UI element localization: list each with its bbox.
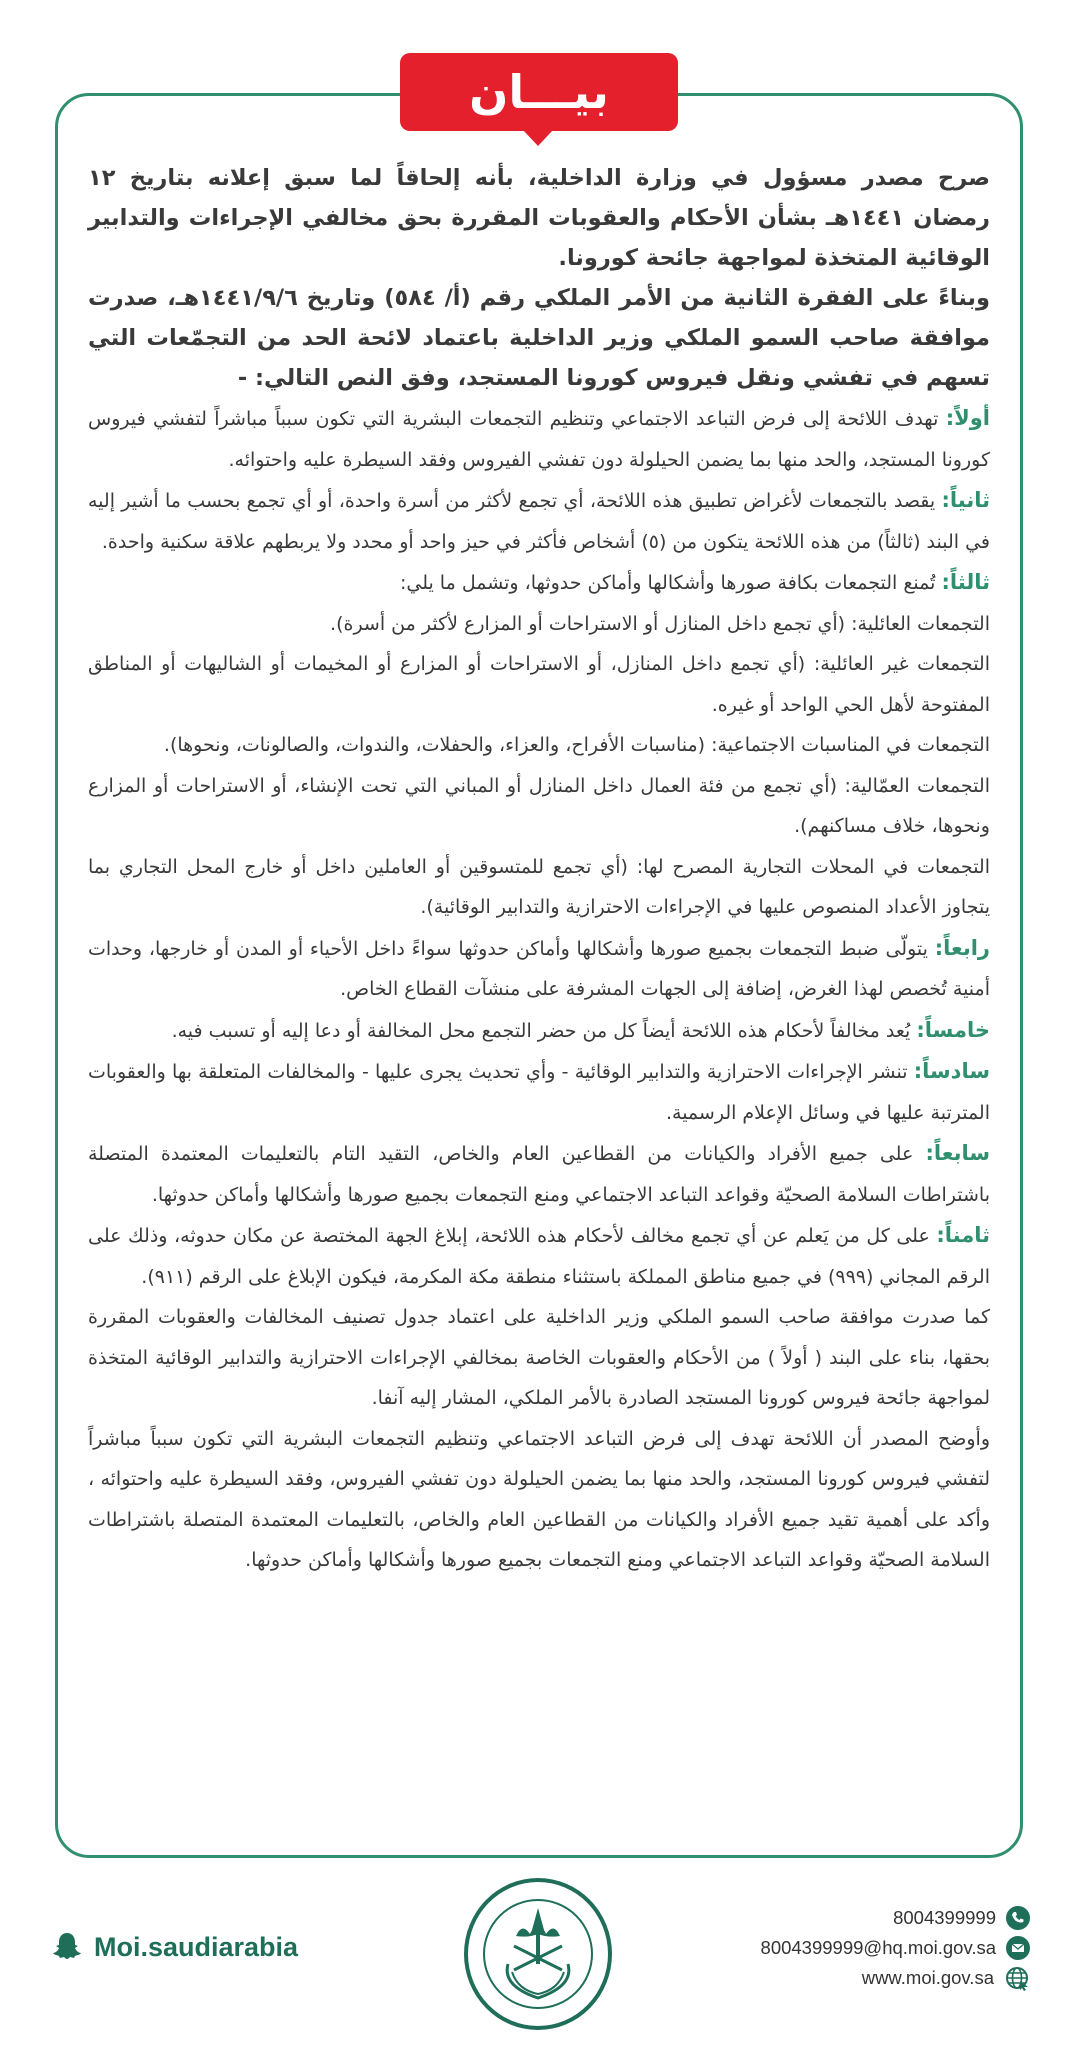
clause-1 [88,398,990,480]
phone-row[interactable] [740,1903,1030,1933]
clause-8 [88,1215,990,1297]
clause-label: سابعاً: [925,1141,990,1165]
clause-text: تُمنع التجمعات بكافة صورها وأشكالها وأماكن حدوثها، وتشمل ما يلي: [399,572,942,594]
clause-text: تهدف اللائحة إلى فرض التباعد الاجتماعي وتنظيم التجمعات البشرية التي تكون سبباً مباشراً لتفشي فيروس كورونا المستجد، والحد منها بما يضمن الحيلولة دون تفشي الفيروس وفقد السيطرة عليه واحتوائه. [88,408,990,471]
globe-icon [1004,1965,1030,1991]
clause-text: التجمعات في المناسبات الاجتماعية: (مناسبات الأفراح، والعزاء، والحفلات، والندوات، والصالونات، ونحوها). [163,734,990,756]
clause-3-item-3 [88,725,990,766]
intro-paragraph-2: وبناءً على الفقرة الثانية من الأمر الملكي رقم (أ/ ٥٨٤) وتاريخ ١٤٤١/٩/٦هـ، صدرت موافقة صاحب السمو الملكي وزير الداخلية باعتماد لائحة الحد من التجمّعات التي تسهم في تفشي ونقل فيروس كورونا المستجد، وفق النص التالي: - [88,285,990,391]
website-url: www.moi.gov.sa [861,1967,994,1988]
contact-info [740,1903,1030,1993]
clause-text: التجمعات في المحلات التجارية المصرح لها: (أي تجمع للمتسوقين أو العاملين داخل أو خارج المحل التجاري بما يتجاوز الأعداد المنصوص عليها في الإجراءات الاحترازية والتدابير الوقائية). [88,855,990,918]
clause-7 [88,1133,990,1215]
clause-label: أولاً: [945,406,990,430]
snapchat-handle: Moi.saudiarabia [94,1931,299,1962]
clause-text: التجمعات العمّالية: (أي تجمع من فئة العمال داخل المنازل أو المباني التي تحت الإنشاء، أو الاستراحات أو المزارع ونحوها، خلاف مساكنهم). [88,774,990,837]
clause-6 [88,1051,990,1133]
clause-label: سادساً: [913,1059,990,1083]
phone-icon [1006,1906,1030,1930]
snapchat-icon [50,1930,84,1964]
email-address: 8004399999@hq.moi.gov.sa [760,1937,996,1958]
email-icon [1006,1936,1030,1960]
clause-5 [88,1010,990,1052]
clause-3-item-2 [88,644,990,725]
saudi-emblem-icon [478,1894,598,2014]
clause-3 [88,562,990,604]
clause-3-item-5 [88,847,990,928]
clause-label: ثالثاً: [941,570,990,594]
clause-text: التجمعات غير العائلية: (أي تجمع داخل المنازل، أو الاستراحات أو المزارع أو المخيمات أو الشاليهات أو المناطق المفتوحة لأهل الحي الواحد أو غيره. [88,653,990,716]
email-row[interactable] [740,1933,1030,1963]
intro-paragraph-1: صرح مصدر مسؤول في وزارة الداخلية، بأنه إلحاقاً لما سبق إعلانه بتاريخ ١٢ رمضان ١٤٤١هـ بشأن الأحكام والعقوبات المقررة بحق مخالفي الإجراءات والتدابير الوقائية المتخذة لمواجهة جائحة كورونا. [88,165,990,271]
ministry-emblem [464,1878,612,2030]
closing-paragraph-2 [88,1419,990,1581]
title-badge [400,53,678,131]
statement-body [88,158,990,1581]
clause-label: خامساً: [916,1017,990,1042]
clause-label: ثامناً: [936,1223,990,1247]
website-row[interactable] [740,1963,1030,1993]
clause-text: يقصد بالتجمعات لأغراض تطبيق هذه اللائحة، أي تجمع لأكثر من أسرة واحدة، أو أي تجمع بحسب ما أشير إليه في البند (ثالثاً) من هذه اللائحة يتكون من (٥) أشخاص فأكثر في حيز واحد أو محدد ولا يربطهم علاقة سكنية واحدة. [88,490,990,553]
closing-paragraph-1 [88,1297,990,1419]
clause-2 [88,480,990,562]
clause-3-item-1 [88,604,990,645]
snapchat-link[interactable] [50,1930,298,1964]
clause-text: تنشر الإجراءات الاحترازية والتدابير الوقائية - وأي تحديث يجرى عليها - والمخالفات المتعلقة بها والعقوبات المترتبة عليها في وسائل الإعلام الرسمية. [88,1061,990,1124]
clause-text: يُعد مخالفاً لأحكام هذه اللائحة أيضاً كل من حضر التجمع محل المخالفة أو دعا إليه أو تسبب فيه. [171,1019,917,1042]
clause-text: كما صدرت موافقة صاحب السمو الملكي وزير الداخلية على اعتماد جدول تصنيف المخالفات والعقوبات المقررة بحقها، بناء على البند ( أولاً ) من الأحكام والعقوبات الخاصة بمخالفي الإجراءات الاحترازية والتدابير الوقائية المتخذة لمواجهة جائحة فيروس كورونا المستجد الصادرة بالأمر الملكي، المشار إليه آنفا. [88,1306,990,1409]
clause-4 [88,928,990,1010]
clause-label: رابعاً: [934,935,990,960]
clause-text: التجمعات العائلية: (أي تجمع داخل المنازل أو الاستراحات أو المزارع لأكثر من أسرة). [330,612,990,635]
phone-number: 8004399999 [893,1907,996,1928]
clause-3-item-4 [88,766,990,847]
page-title: بيـــان [469,65,609,119]
clause-label: ثانياً: [941,488,990,512]
clause-text: يتولّى ضبط التجمعات بجميع صورها وأشكالها وأماكن حدوثها سواءً داخل الأحياء أو المدن أو خارجها، وحدات أمنية تُخصص لهذا الغرض، إضافة إلى الجهات المشرفة على منشآت القطاع الخاص. [88,937,990,1000]
clause-text: وأوضح المصدر أن اللائحة تهدف إلى فرض التباعد الاجتماعي وتنظيم التجمعات البشرية التي تكون سبباً مباشراً لتفشي فيروس كورونا المستجد، والحد منها بما يضمن الحيلولة دون تفشي الفيروس، وفقد السيطرة عليه واحتوائه ، وأكد على أهمية تقيد جميع الأفراد والكيانات من القطاعين العام والخاص، بالتعليمات المعتمدة المتصلة باشتراطات السلامة الصحيّة وقواعد التباعد الاجتماعي ومنع التجمعات بجميع صورها وأشكالها وأماكن حدوثها. [88,1427,990,1571]
clause-text: على جميع الأفراد والكيانات من القطاعين العام والخاص، التقيد التام بالتعليمات المعتمدة المتصلة باشتراطات السلامة الصحيّة وقواعد التباعد الاجتماعي ومنع التجمعات بجميع صورها وأشكالها وأماكن حدوثها. [88,1143,990,1206]
clause-text: على كل من يَعلم عن أي تجمع مخالف لأحكام هذه اللائحة، إبلاغ الجهة المختصة عن مكان حدوثه، وذلك على الرقم المجاني (٩٩٩) في جميع مناطق المملكة باستثناء منطقة مكة المكرمة، فيكون الإبلاغ على الرقم (٩١١). [88,1225,990,1288]
